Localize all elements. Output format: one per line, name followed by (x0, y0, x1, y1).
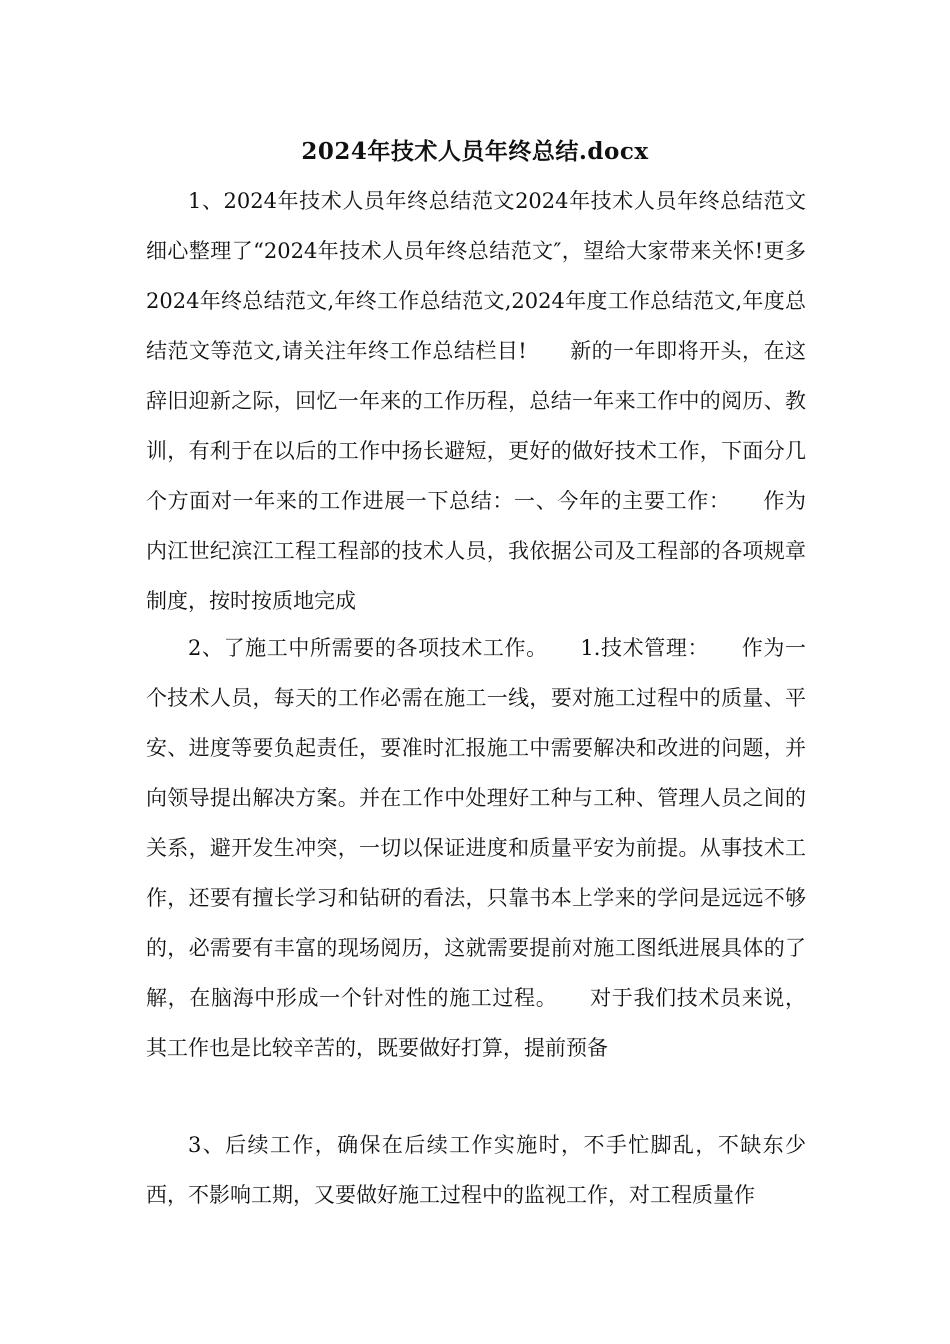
document-title: 2024年技术人员年终总结.docx (301, 138, 649, 165)
paragraph-2: 2、了施工中所需要的各项技术工作。 1.技术管理： 作为一个技术人员，每天的工作必需在施工一线，要对施工过程中的质量、平安、进度等要负起责任，要准时汇报施工中需要解决和改进的问题，并向领导提出解决方案。并在工作中处理好工种与工种、管理人员之间的关系，避开发生冲突，一切以保证进度和质量平安为前提。从事技术工作，还要有擅长学习和钻研的看法，只靠书本上学来的学问是远远不够的，必需要有丰富的现场阅历，这就需要提前对施工图纸进展具体的了解，在脑海中形成一个针对性的施工过程。 对于我们技术员来说，其工作也是比较辛苦的，既要做好打算，提前预备 (146, 636, 806, 1060)
paragraph-3: 3、后续工作，确保在后续工作实施时，不手忙脚乱，不缺东少西，不影响工期，又要做好施工过程中的监视工作，对工程质量作 (146, 1133, 806, 1207)
paragraph-1: 1、2024年技术人员年终总结范文2024年技术人员年终总结范文细心整理了“2024年技术人员年终总结范文″，望给大家带来关怀!更多2024年终总结范文,年终工作总结范文,2024年度工作总结范文,年度总结范文等范文,请关注年终工作总结栏目! 新的一年即将开头，在这辞旧迎新之际，回忆一年来的工作历程，总结一年来工作中的阅历、教训，有利于在以后的工作中扬长避短，更好的做好技术工作，下面分几个方面对一年来的工作进展一下总结：一、今年的主要工作： 作为内江世纪滨江工程工程部的技术人员，我依据公司及工程部的各项规章制度，按时按质地完成 (146, 189, 806, 613)
